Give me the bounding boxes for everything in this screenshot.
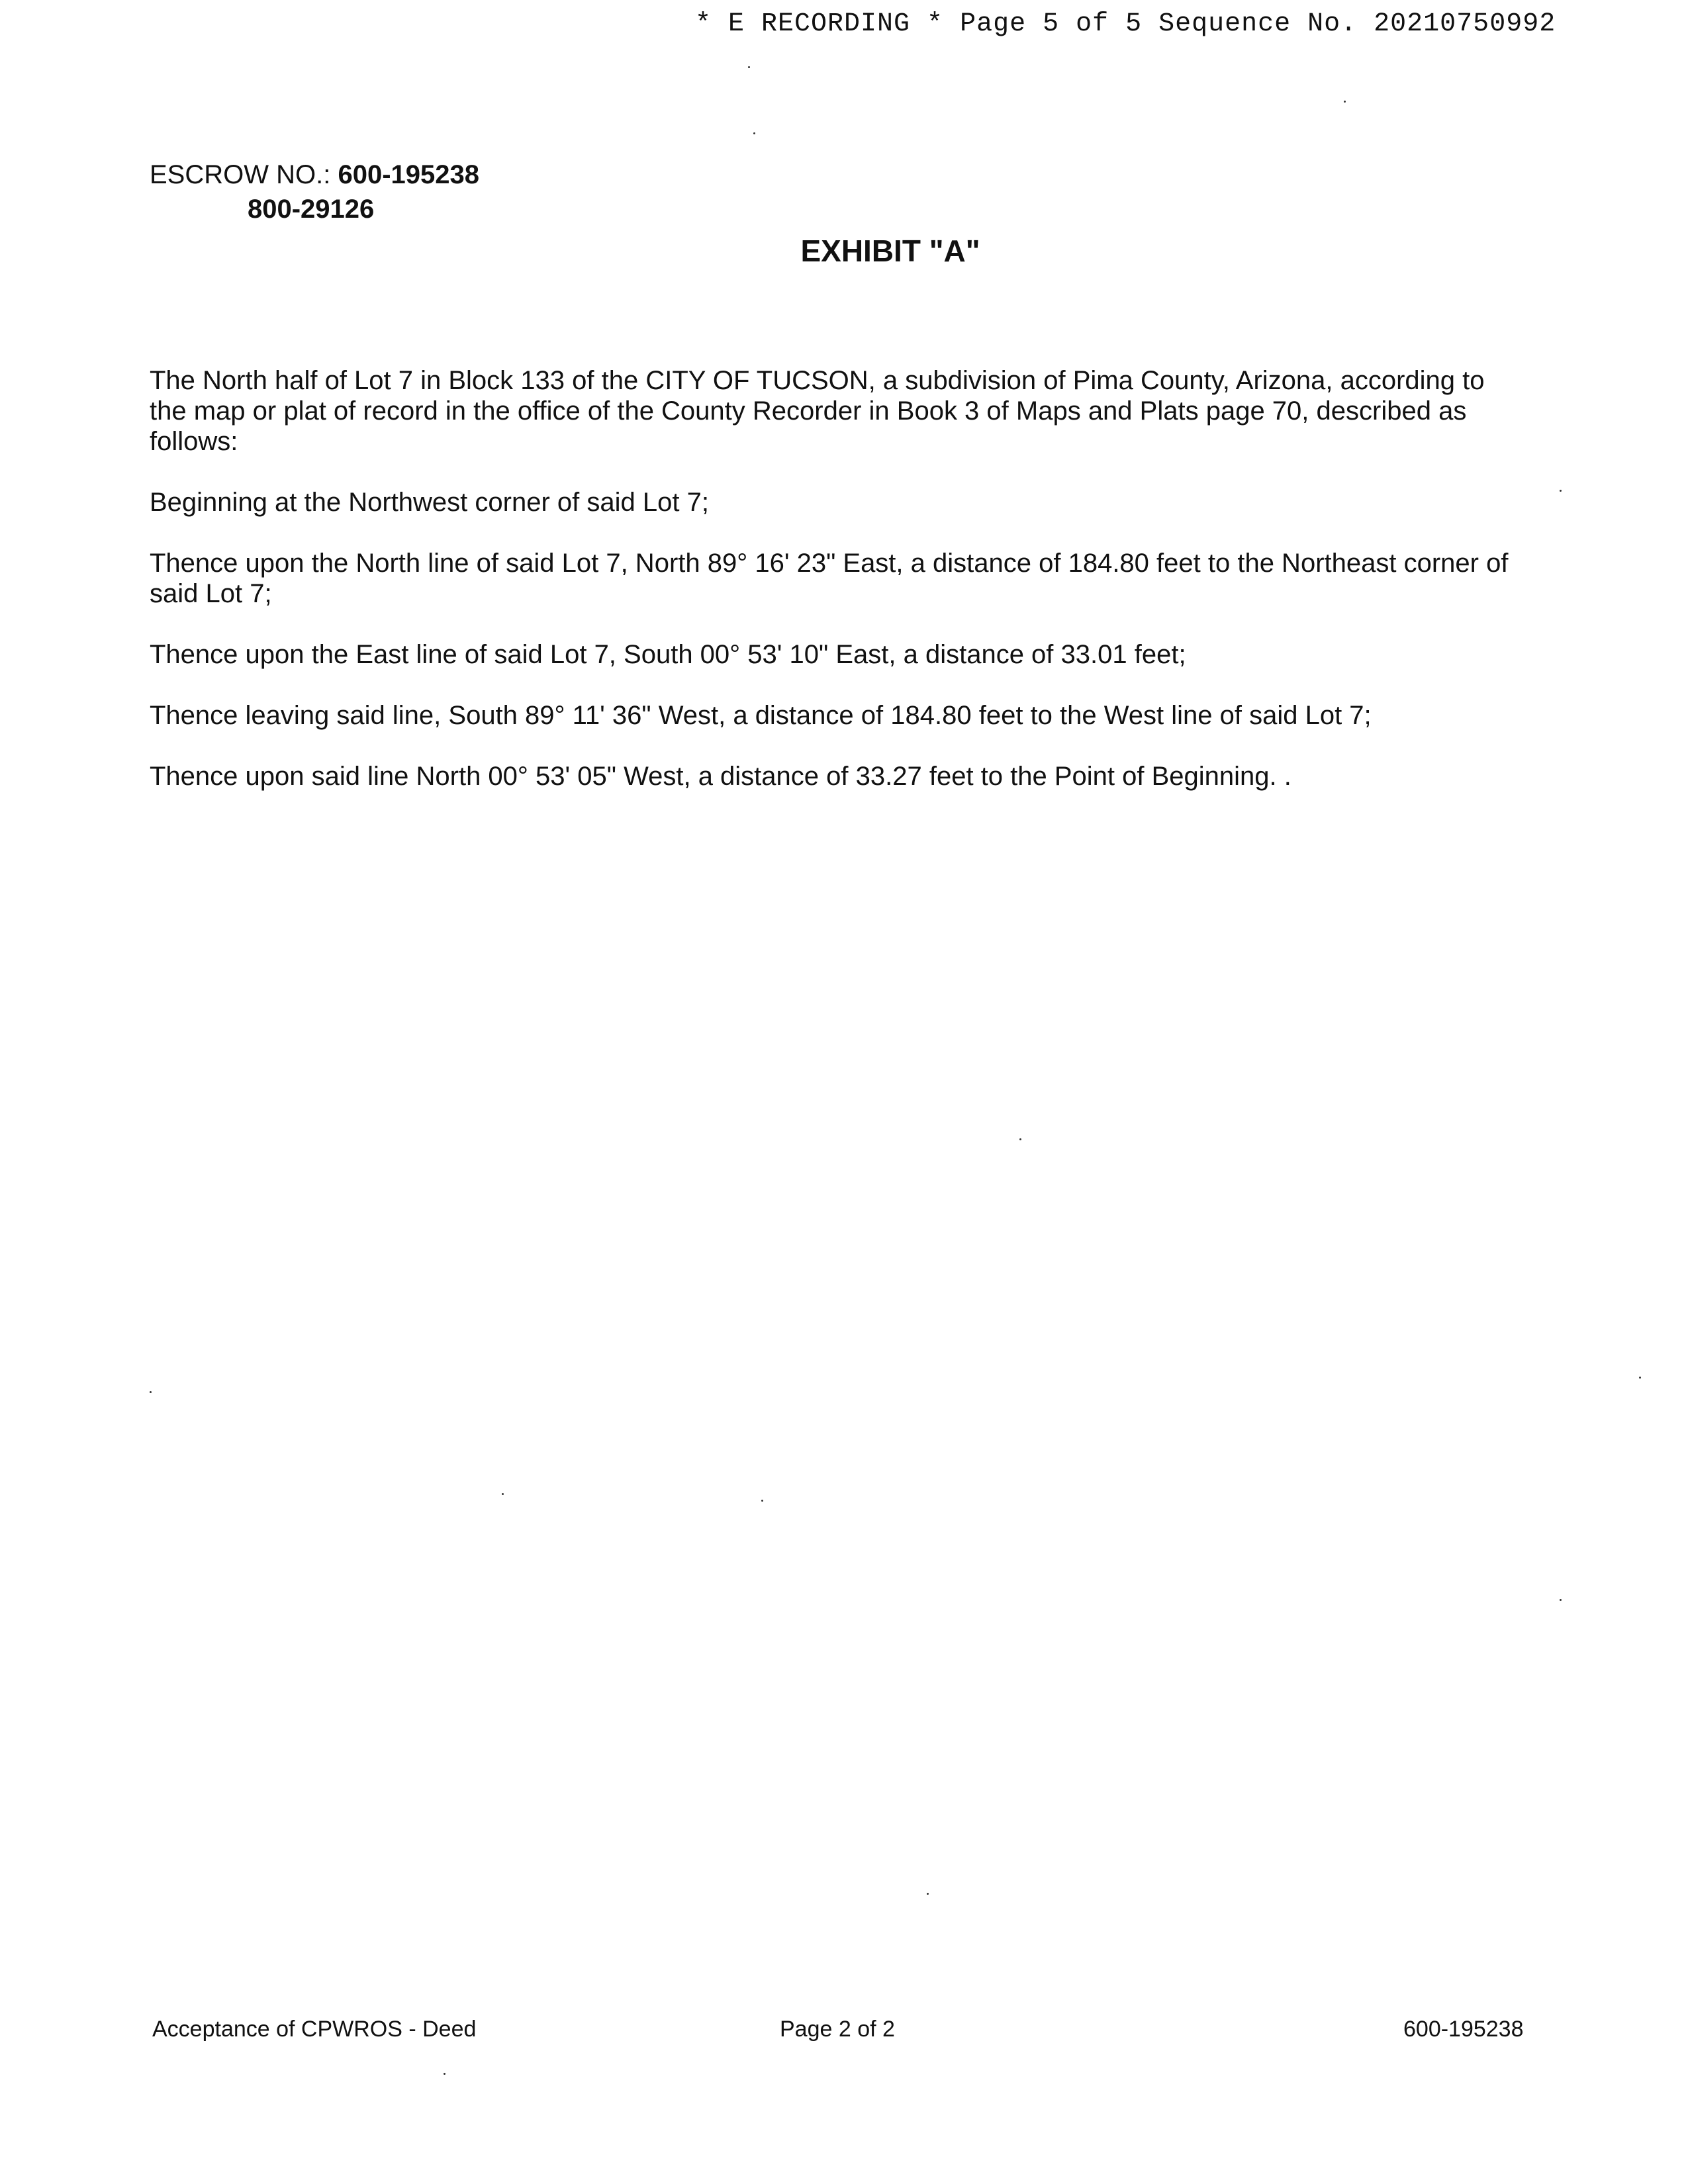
- scan-speck: [150, 1391, 152, 1393]
- scan-speck: [1560, 490, 1562, 492]
- paragraph-closing: Thence upon said line North 00° 53' 05" West, a distance of 33.27 feet to the Point of Beginning. .: [150, 762, 1291, 791]
- paragraph-beginning: Beginning at the Northwest corner of said Lot 7;: [150, 488, 709, 517]
- exhibit-title: EXHIBIT "A": [800, 234, 980, 268]
- scan-speck: [927, 1893, 929, 1895]
- scan-speck: [1344, 101, 1346, 103]
- scan-speck: [1639, 1377, 1641, 1379]
- scan-speck: [753, 132, 755, 134]
- escrow-number-secondary: 800-29126: [248, 195, 375, 224]
- footer-escrow-number: 600-195238: [1403, 2017, 1524, 2042]
- paragraph-lot-description: The North half of Lot 7 in Block 133 of the CITY OF TUCSON, a subdivision of Pima County, Arizona, according to the map or plat of record in the office of the County Recorder in Book 3 of Maps and Plats page 70, described as follows:: [150, 366, 1485, 456]
- scan-speck: [761, 1500, 763, 1502]
- escrow-block: [150, 158, 479, 226]
- recording-stamp: * E RECORDING * Page 5 of 5 Sequence No. 20210750992: [695, 9, 1556, 39]
- footer-document-name: Acceptance of CPWROS - Deed: [152, 2017, 477, 2042]
- escrow-number-primary: 600-195238: [338, 160, 479, 189]
- footer-page-number: Page 2 of 2: [780, 2017, 895, 2042]
- scan-speck: [748, 66, 750, 68]
- paragraph-west-leg: Thence leaving said line, South 89° 11' 36" West, a distance of 184.80 feet to the West line of said Lot 7;: [150, 701, 1372, 730]
- legal-description: [150, 365, 1526, 822]
- scan-speck: [1560, 1599, 1562, 1601]
- paragraph-east-line: Thence upon the East line of said Lot 7, South 00° 53' 10" East, a distance of 33.01 feet;: [150, 640, 1186, 669]
- paragraph-north-line: Thence upon the North line of said Lot 7, North 89° 16' 23" East, a distance of 184.80 feet to the Northeast corner of said Lot 7;: [150, 549, 1509, 608]
- scan-speck: [1019, 1138, 1021, 1140]
- scan-speck: [444, 2073, 445, 2075]
- scan-speck: [502, 1493, 504, 1495]
- escrow-label: ESCROW NO.:: [150, 160, 338, 189]
